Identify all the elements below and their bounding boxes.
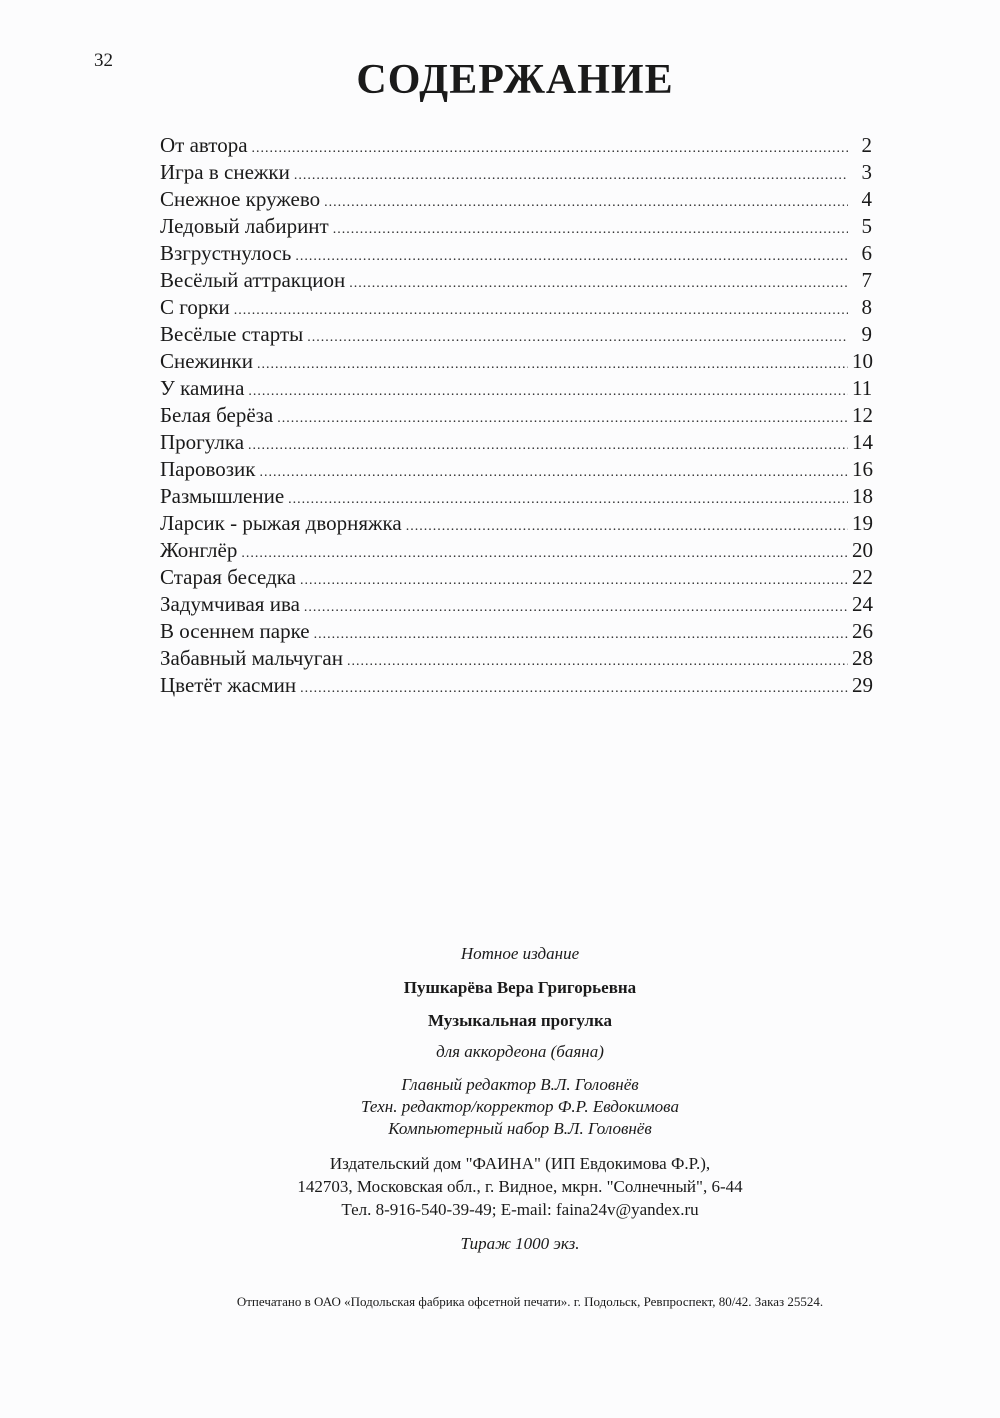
toc-leader-dots xyxy=(307,324,848,351)
toc-leader-dots xyxy=(248,378,848,405)
toc-entry-page: 20 xyxy=(852,538,873,562)
toc-entry-page: 26 xyxy=(852,619,873,643)
toc-entry-page: 24 xyxy=(852,592,873,616)
instrument-note: для аккордеона (баяна) xyxy=(436,1042,604,1061)
toc-entry-page: 2 xyxy=(861,133,872,157)
toc-leader-dots xyxy=(294,162,848,189)
imprint xyxy=(180,944,860,1254)
toc-entry xyxy=(160,402,872,429)
toc-entry-title: Снежное кружево xyxy=(160,187,321,211)
toc-entry-title: Весёлые старты xyxy=(160,322,304,346)
book-title: Музыкальная прогулка xyxy=(427,1011,612,1030)
toc-entry xyxy=(160,375,872,402)
toc-entry xyxy=(160,213,872,240)
toc-leader-dots xyxy=(288,486,848,513)
toc-entry-page: 14 xyxy=(852,430,873,454)
toc-entry xyxy=(160,132,872,159)
toc-entry xyxy=(160,429,872,456)
toc-leader-dots xyxy=(304,594,848,621)
toc-entry-title: Жонглёр xyxy=(160,538,238,562)
toc-entry xyxy=(160,591,872,618)
toc-entry-page: 19 xyxy=(852,511,873,535)
toc-entry xyxy=(160,348,872,375)
toc-leader-dots xyxy=(252,135,848,162)
toc-leader-dots xyxy=(406,513,848,540)
toc-entry-title: В осеннем парке xyxy=(160,619,310,643)
toc-entry xyxy=(160,537,872,564)
toc-entry xyxy=(160,186,872,213)
toc-entry-title: Паровозик xyxy=(160,457,256,481)
toc-entry-title: Игра в снежки xyxy=(160,160,290,184)
toc-entry-page: 12 xyxy=(852,403,873,427)
toc-entry-title: Белая берёза xyxy=(160,403,274,427)
toc-leader-dots xyxy=(257,351,848,378)
toc-entry xyxy=(160,159,872,186)
toc-entry xyxy=(160,564,872,591)
toc-leader-dots xyxy=(260,459,849,486)
toc-entry xyxy=(160,240,872,267)
toc-entry xyxy=(160,618,872,645)
toc-leader-dots xyxy=(324,189,848,216)
credit-chief-editor: Главный редактор В.Л. Головнёв xyxy=(401,1075,639,1094)
toc-entry-page: 6 xyxy=(861,241,872,265)
toc-leader-dots xyxy=(248,432,848,459)
toc-entry-title: Весёлый аттракцион xyxy=(160,268,346,292)
publisher-info xyxy=(180,1152,860,1221)
toc-entry-title: С горки xyxy=(160,295,230,319)
toc-entry-page: 10 xyxy=(852,349,873,373)
toc-entry-title: От автора xyxy=(160,133,248,157)
toc-leader-dots xyxy=(234,297,848,324)
toc-entry-page: 29 xyxy=(852,673,873,697)
toc-entry-title: Ларсик - рыжая дворняжка xyxy=(160,511,402,535)
toc-entry-page: 7 xyxy=(861,268,872,292)
toc-entry xyxy=(160,483,872,510)
toc-entry-title: Старая беседка xyxy=(160,565,296,589)
toc-entry-page: 18 xyxy=(852,484,873,508)
toc-entry xyxy=(160,456,872,483)
toc-entry xyxy=(160,510,872,537)
toc-entry xyxy=(160,645,872,672)
edition-type: Нотное издание xyxy=(460,944,580,963)
publisher-contact: Тел. 8-916-540-39-49; E-mail: faina24v@yandex.ru xyxy=(341,1200,699,1219)
toc-entry-page: 5 xyxy=(861,214,872,238)
publisher-name: Издательский дом "ФАИНА" (ИП Евдокимова Ф.Р.), xyxy=(329,1154,711,1173)
toc-entry-title: Задумчивая ива xyxy=(160,592,300,616)
publisher-address: 142703, Московская обл., г. Видное, мкрн. "Солнечный", 6-44 xyxy=(297,1177,743,1196)
toc-entry-title: Снежинки xyxy=(160,349,253,373)
toc-entry-title: Забавный мальчуган xyxy=(160,646,343,670)
toc-entry-title: Ледовый лабиринт xyxy=(160,214,329,238)
toc-entry-page: 3 xyxy=(861,160,872,184)
toc-entry-page: 4 xyxy=(861,187,872,211)
toc-entry-title: Прогулка xyxy=(160,430,245,454)
toc-entry-page: 16 xyxy=(852,457,873,481)
toc-entry xyxy=(160,294,872,321)
toc-entry-title: Размышление xyxy=(160,484,285,508)
toc-entry-title: У камина xyxy=(160,376,245,400)
credit-typesetting: Компьютерный набор В.Л. Головнёв xyxy=(388,1119,652,1138)
page-number: 32 xyxy=(94,50,113,71)
credit-tech-editor: Техн. редактор/корректор Ф.Р. Евдокимова xyxy=(361,1097,679,1116)
toc-entry xyxy=(160,672,872,699)
author-name: Пушкарёва Вера Григорьевна xyxy=(403,978,637,997)
toc-entry-page: 28 xyxy=(852,646,873,670)
toc-leader-dots xyxy=(300,675,848,702)
toc-leader-dots xyxy=(295,243,848,270)
circulation: Тираж 1000 экз. xyxy=(460,1234,580,1253)
printer-info: Отпечатано в ОАО «Подольская фабрика офсетной печати». г. Подольск, Ревпроспект, 80/42. Заказ 25524. xyxy=(236,1294,824,1309)
page-title: СОДЕРЖАНИЕ xyxy=(356,57,674,103)
toc-entry-title: Цветёт жасмин xyxy=(160,673,297,697)
toc-leader-dots xyxy=(333,216,848,243)
toc-leader-dots xyxy=(300,567,848,594)
credits xyxy=(180,1074,860,1140)
toc-leader-dots xyxy=(314,621,848,648)
table-of-contents xyxy=(160,132,872,699)
toc-leader-dots xyxy=(347,648,848,675)
toc-entry-title: Взгрустнулось xyxy=(160,241,292,265)
toc-entry-page: 22 xyxy=(852,565,873,589)
toc-leader-dots xyxy=(241,540,848,567)
toc-entry-page: 8 xyxy=(861,295,872,319)
toc-entry xyxy=(160,267,872,294)
toc-leader-dots xyxy=(349,270,848,297)
toc-entry-page: 9 xyxy=(861,322,872,346)
toc-entry xyxy=(160,321,872,348)
toc-leader-dots xyxy=(277,405,848,432)
toc-entry-page: 11 xyxy=(852,376,873,400)
